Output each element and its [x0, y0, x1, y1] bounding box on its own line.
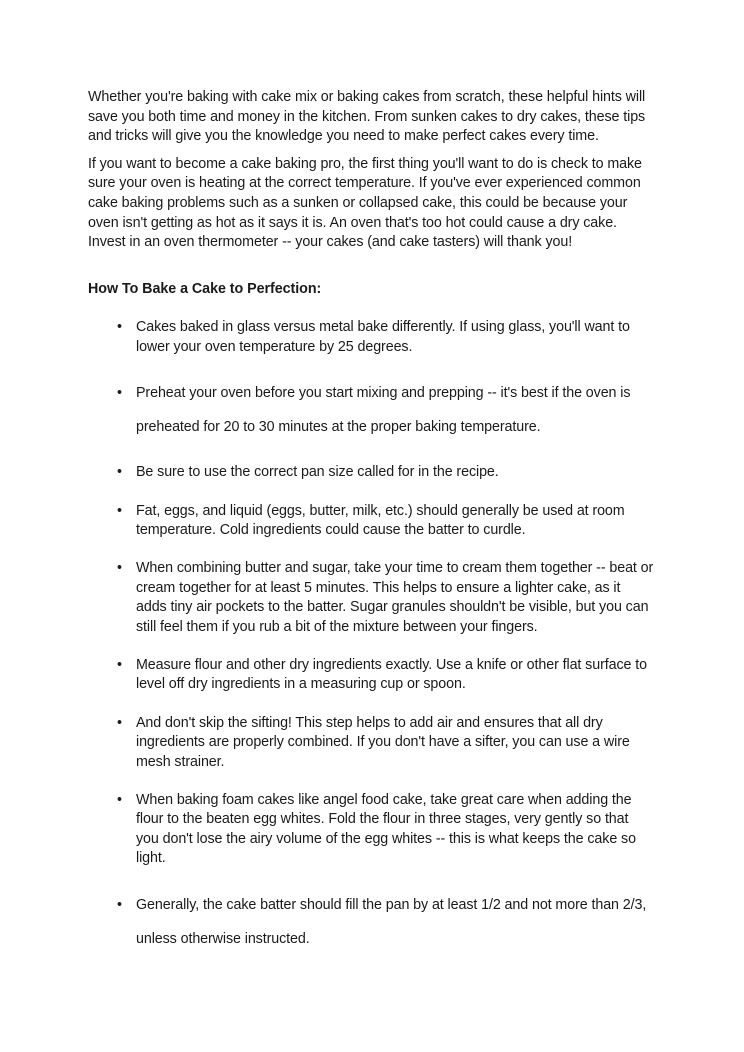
list-item [88, 888, 654, 956]
list-item-text: And don't skip the sifting! This step helps to add air and ensures that all dry ingredients are properly combined. If you don't have a sifter, you can use a wire mesh strainer. [136, 714, 630, 770]
tips-list [88, 318, 654, 955]
list-item-text: When baking foam cakes like angel food cake, take great care when adding the flour to the beaten egg whites. Fold the flour in three stages, very gently so that you don't lose the airy volume of the egg whites -- this is what keeps the cake so light. [136, 792, 636, 867]
list-item [88, 318, 654, 357]
bullet-icon: • [117, 319, 122, 336]
bullet-icon: • [117, 560, 122, 577]
bullet-icon: • [117, 502, 122, 519]
intro-paragraph-1: Whether you're baking with cake mix or baking cakes from scratch, these helpful hints will save you both time and money in the kitchen. From sunken cakes to dry cakes, these tips and tricks will give you the knowledge you need to make perfect cakes every time. [88, 89, 646, 145]
list-item [88, 502, 654, 541]
list-item-text: Preheat your oven before you start mixing and prepping -- it's best if the oven is preheated for 20 to 30 minutes at the proper baking temperature. [136, 385, 631, 436]
list-item [88, 376, 654, 444]
list-item-text: Cakes baked in glass versus metal bake differently. If using glass, you'll want to lower your oven temperature by 25 degrees. [136, 319, 630, 355]
bullet-icon: • [117, 792, 122, 809]
list-item [88, 714, 654, 772]
bullet-icon: • [117, 657, 122, 673]
intro-paragraph-2: If you want to become a cake baking pro, the first thing you'll want to do is check to make sure your oven is heating at the correct temperature. If you've ever experienced common cake baking problems such as a sunken or collapsed cake, this could be because your oven isn't getting as hot as it says it is. An oven that's too hot could cause a dry cake. Invest in an oven thermometer -- your cakes (and cake tasters) will thank you! [88, 155, 642, 251]
bullet-icon: • [117, 464, 122, 481]
list-item [88, 656, 654, 695]
document-body [88, 88, 654, 975]
bullet-icon: • [117, 714, 122, 731]
list-item-text: Measure flour and other dry ingredients exactly. Use a knife or other flat surface to level off dry ingredients in a measuring cup or spoon. [136, 657, 647, 693]
section-heading: How To Bake a Cake to Perfection: [88, 280, 322, 297]
list-item-text: Be sure to use the correct pan size called for in the recipe. [136, 464, 499, 481]
bullet-icon: • [117, 896, 122, 913]
list-item-text: Generally, the cake batter should fill the pan by at least 1/2 and not more than 2/3, unless otherwise instructed. [136, 896, 647, 947]
list-item-text: When combining butter and sugar, take your time to cream them together -- beat or cream together for at least 5 minutes. This helps to ensure a lighter cake, as it adds tiny air pockets to the batter. Sugar granules shouldn't be visible, but you can still feel them if you rub a bit of the mixture between your fingers. [136, 560, 654, 635]
list-item-text: Fat, eggs, and liquid (eggs, butter, milk, etc.) should generally be used at room temperature. Cold ingredients could cause the batter to curdle. [136, 502, 625, 538]
list-item [88, 791, 654, 869]
list-item [88, 463, 654, 482]
list-item [88, 559, 654, 637]
bullet-icon: • [117, 385, 122, 402]
